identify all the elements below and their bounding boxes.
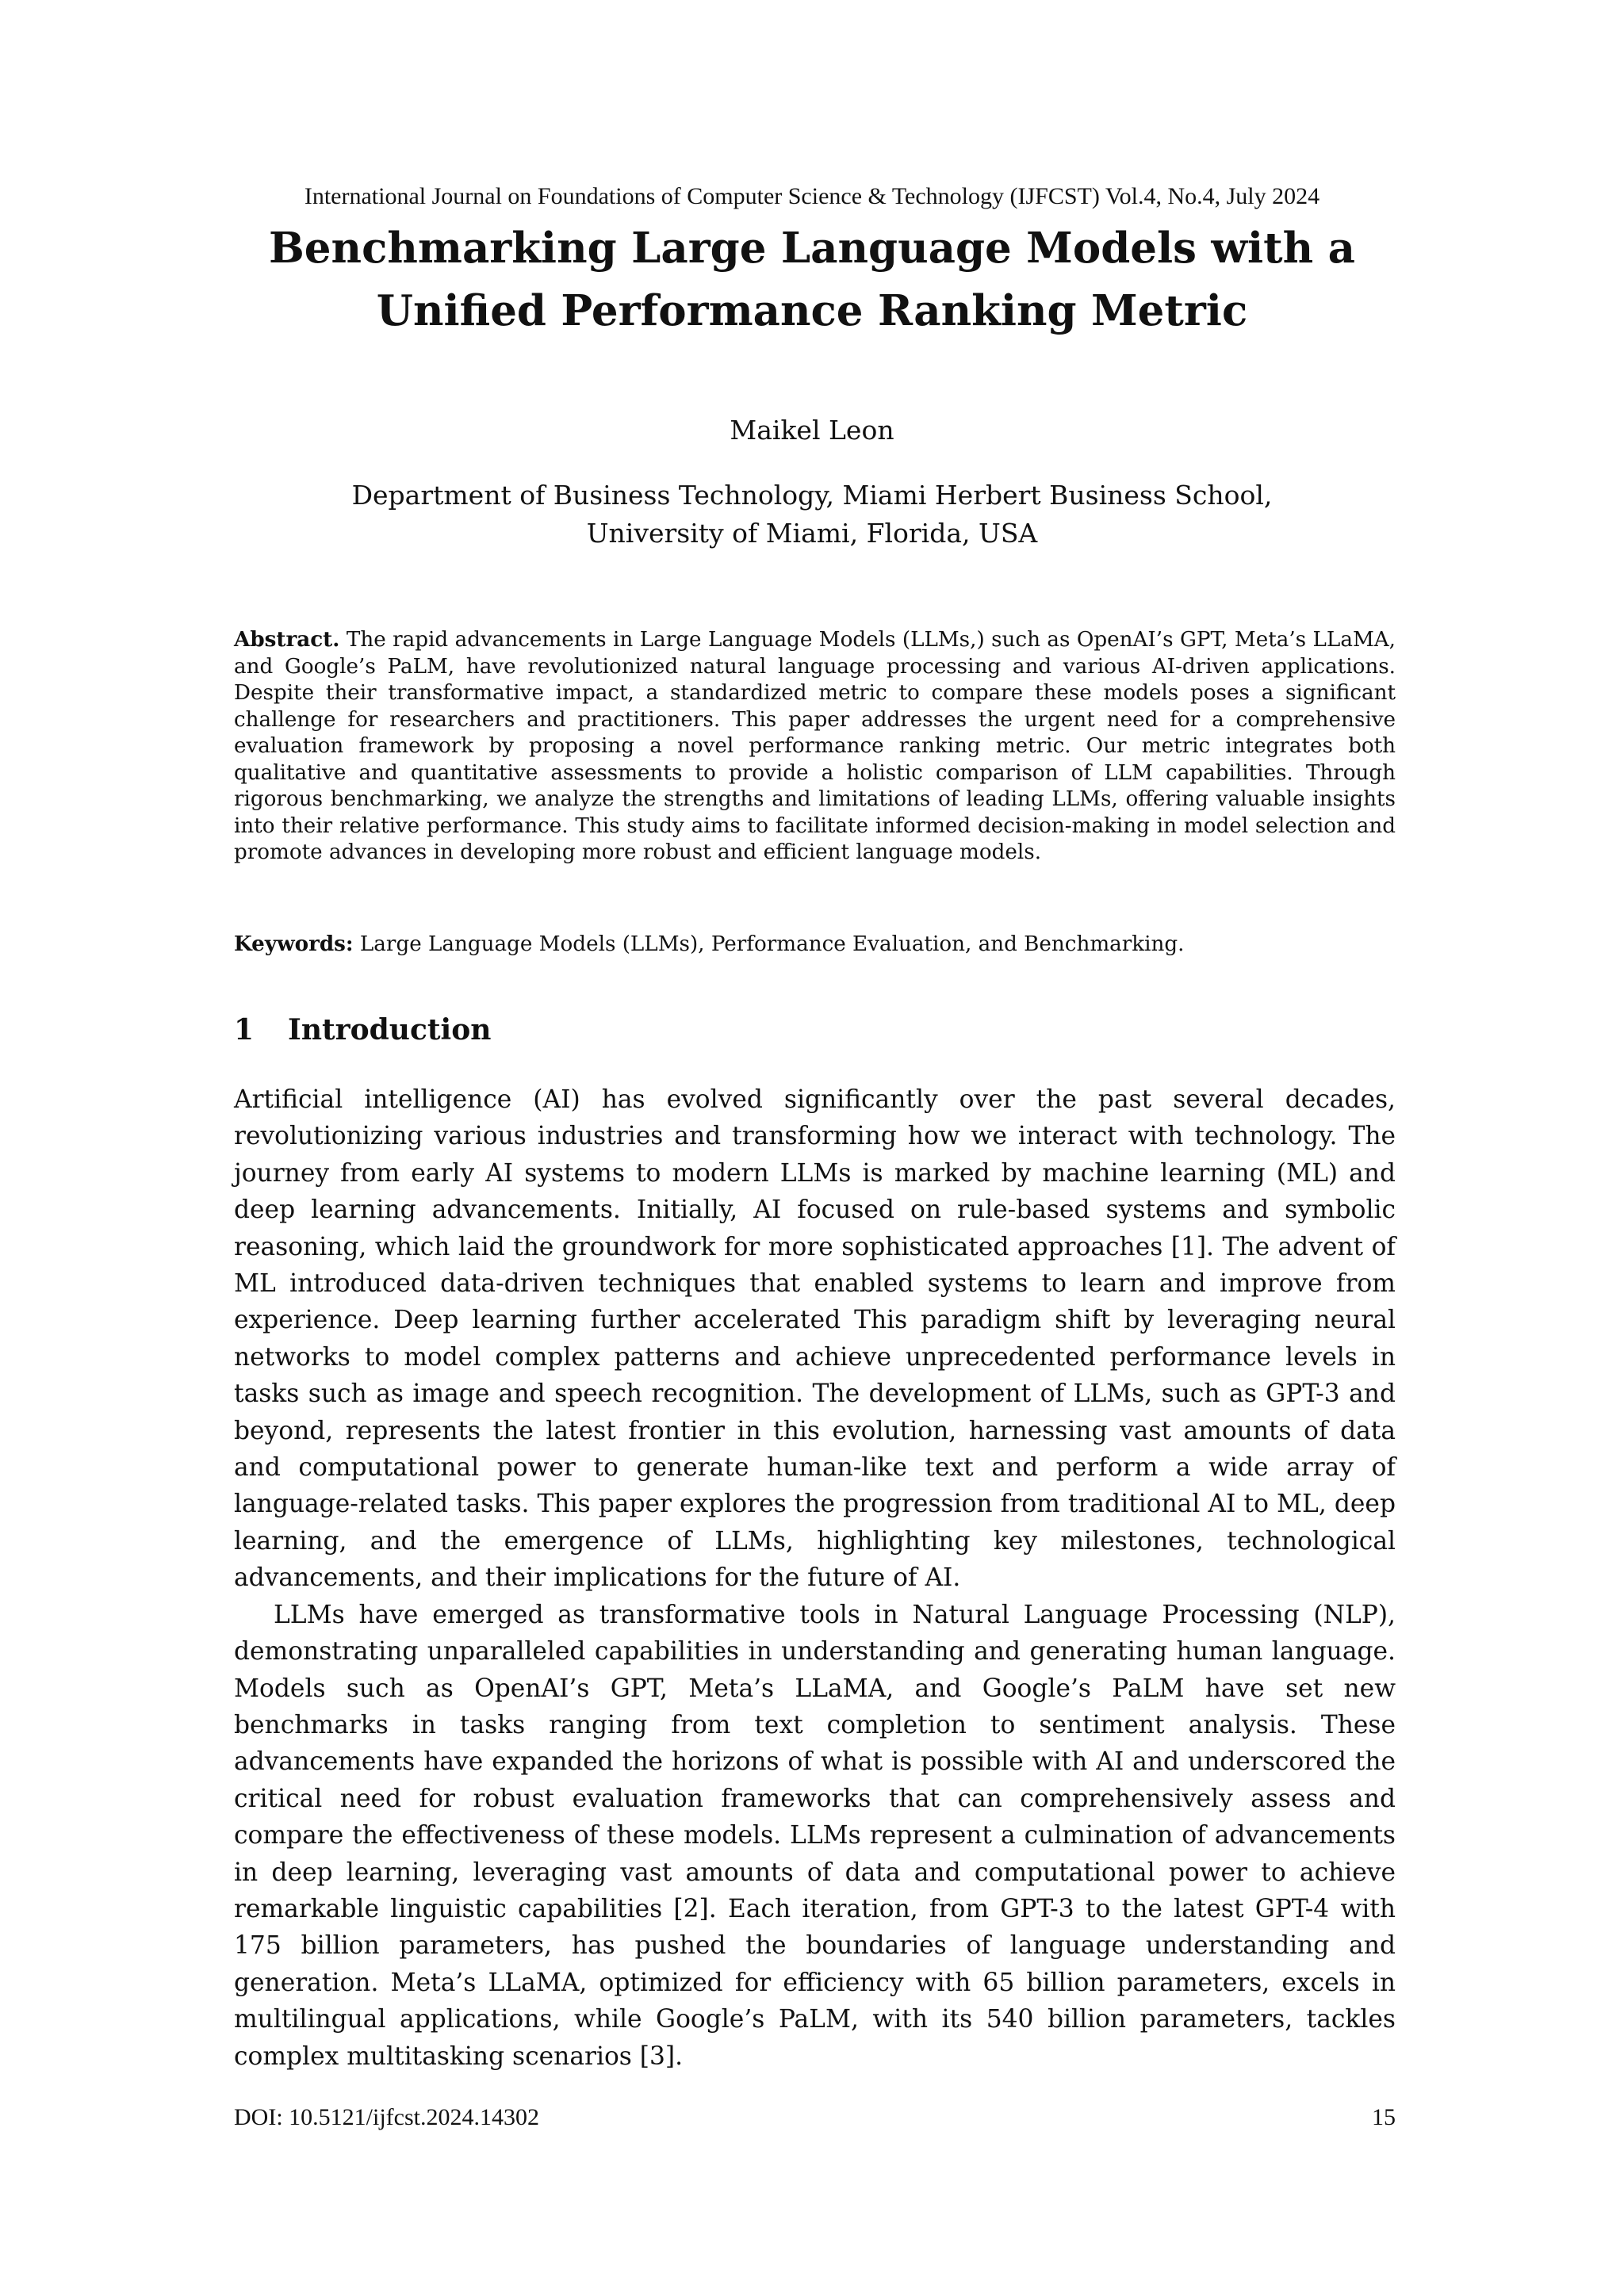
keywords <box>234 931 1396 958</box>
section-title: Introduction <box>288 1013 492 1047</box>
paragraph-2: LLMs have emerged as transformative tools in Natural Language Processing (NLP), demonstrating unparalleled capabilities in understanding and generating human language. Models such as OpenAI’s GPT, Meta’s LLaMA, and Google’s PaLM have set new benchmarks in tasks ranging from text completion to sentiment analysis. These advancements have expanded the horizons of what is possible with AI and underscored the critical need for robust evaluation frameworks that can comprehensively assess and compare the effectiveness of these models. LLMs represent a culmination of advancements in deep learning, leveraging vast amounts of data and computational power to achieve remarkable linguistic capabilities [2]. Each iteration, from GPT-3 to the latest GPT-4 with 175 billion parameters, has pushed the boundaries of language understanding and generation. Meta’s LLaMA, optimized for efficiency with 65 billion parameters, excels in multilingual applications, while Google’s PaLM, with its 540 billion parameters, tackles complex multitasking scenarios [3]. <box>234 1600 1396 2071</box>
section-number: 1 <box>234 1013 255 1047</box>
footer-doi: DOI: 10.5121/ijfcst.2024.14302 <box>234 2104 539 2130</box>
section-heading-introduction <box>234 1010 1396 1050</box>
keywords-text: Large Language Models (LLMs), Performance Evaluation, and Benchmarking. <box>359 932 1185 956</box>
section-body <box>234 1081 1396 2075</box>
paper-title: Benchmarking Large Language Models with a Unified Performance Ranking Metric <box>269 224 1355 335</box>
keywords-label: Keywords: <box>234 932 354 956</box>
affiliation-line-1: Department of Business Technology, Miami Herbert Business School, <box>351 480 1273 511</box>
affiliation-line-2: University of Miami, Florida, USA <box>586 518 1038 549</box>
paragraph-1: Artificial intelligence (AI) has evolved significantly over the past several decades, revolutionizing various industries and transforming how we interact with technology. The journey from early AI systems to modern LLMs is marked by machine learning (ML) and deep learning advancements. Initially, AI focused on rule-based systems and symbolic reasoning, which laid the groundwork for more sophisticated approaches [1]. The advent of ML introduced data-driven techniques that enabled systems to learn and improve from experience. Deep learning further accelerated This paradigm shift by leveraging neural networks to model complex patterns and achieve unprecedented performance levels in tasks such as image and speech recognition. The development of LLMs, such as GPT-3 and beyond, represents the latest frontier in this evolution, harnessing vast amounts of data and computational power to generate human-like text and perform a wide array of language-related tasks. This paper explores the progression from traditional AI to ML, deep learning, and the emergence of LLMs, highlighting key milestones, technological advancements, and their implications for the future of AI. <box>234 1085 1396 1593</box>
abstract <box>234 626 1396 867</box>
abstract-text: The rapid advancements in Large Language Models (LLMs,) such as OpenAI’s GPT, Meta’s LLaMA, and Google’s PaLM, have revolutionized natural language processing and various AI-driven applications. Despite their transformative impact, a standardized metric to compare these models poses a significant challenge for researchers and practitioners. This paper addresses the urgent need for a comprehensive evaluation framework by proposing a novel performance ranking metric. Our metric integrates both qualitative and quantitative assessments to provide a holistic comparison of LLM capabilities. Through rigorous benchmarking, we analyze the strengths and limitations of leading LLMs, offering valuable insights into their relative performance. This study aims to facilitate informed decision-making in model selection and promote advances in developing more robust and efficient language models. <box>234 628 1396 864</box>
affiliation <box>257 476 1367 553</box>
abstract-label: Abstract. <box>234 627 340 652</box>
page-number: 15 <box>1372 2104 1396 2130</box>
author-name: Maikel Leon <box>730 415 894 446</box>
journal-header: International Journal on Foundations of Computer Science & Technology (IJFCST) Vol.4, No.4, July 2024 <box>304 183 1320 209</box>
